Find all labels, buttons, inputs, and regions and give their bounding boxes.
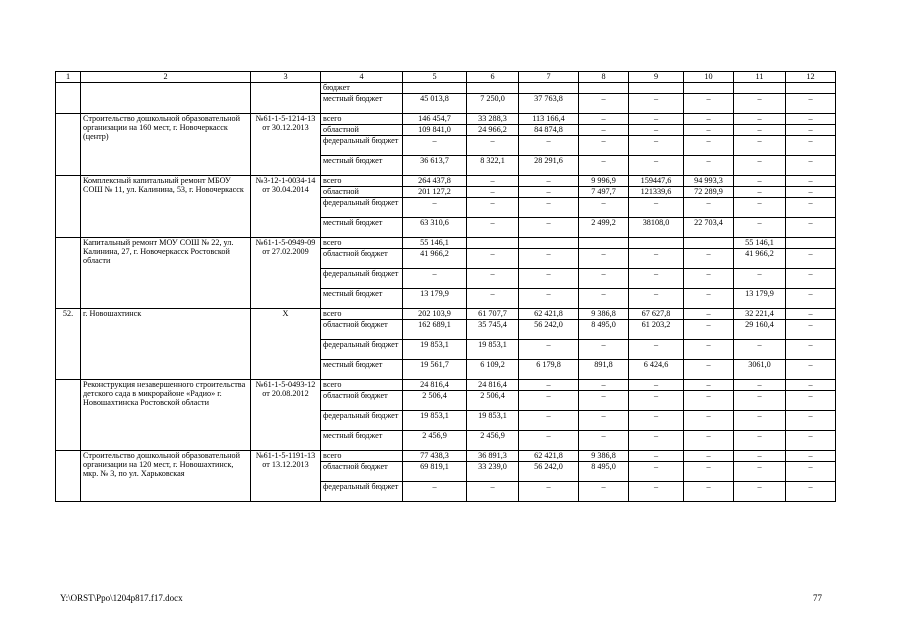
- value-cell: 202 103,9: [403, 309, 467, 320]
- value-cell: 7 497,7: [579, 187, 629, 198]
- funding-source: местный бюджет: [321, 94, 403, 114]
- value-cell: –: [467, 482, 519, 502]
- value-cell: 56 242,0: [519, 462, 579, 482]
- project-ref: Х: [251, 309, 321, 380]
- value-cell: –: [786, 125, 836, 136]
- row-number: [56, 451, 81, 502]
- value-cell: –: [786, 187, 836, 198]
- value-cell: –: [786, 411, 836, 431]
- value-cell: –: [403, 198, 467, 218]
- value-cell: –: [734, 269, 786, 289]
- value-cell: –: [519, 289, 579, 309]
- project-ref: №61-1-5-1214-13 от 30.12.2013: [251, 114, 321, 176]
- value-cell: 6 179,8: [519, 360, 579, 380]
- value-cell: –: [786, 320, 836, 340]
- value-cell: 13 179,9: [734, 289, 786, 309]
- value-cell: 72 289,9: [684, 187, 734, 198]
- funding-source: областной: [321, 125, 403, 136]
- value-cell: –: [579, 411, 629, 431]
- value-cell: –: [786, 249, 836, 269]
- project-ref: №61-1-5-1191-13 от 13.12.2013: [251, 451, 321, 502]
- value-cell: 41 966,2: [734, 249, 786, 269]
- header-cell: 12: [786, 72, 836, 83]
- value-cell: –: [734, 451, 786, 462]
- value-cell: 159447,6: [629, 176, 684, 187]
- value-cell: –: [684, 94, 734, 114]
- value-cell: –: [579, 136, 629, 156]
- value-cell: –: [403, 269, 467, 289]
- value-cell: [519, 83, 579, 94]
- value-cell: 8 322,1: [467, 156, 519, 176]
- value-cell: –: [684, 451, 734, 462]
- value-cell: –: [579, 114, 629, 125]
- file-path: Y:\ORST\Ppo\1204p817.f17.docx: [60, 593, 183, 603]
- value-cell: 9 386,8: [579, 309, 629, 320]
- value-cell: 41 966,2: [403, 249, 467, 269]
- value-cell: 61 203,2: [629, 320, 684, 340]
- object-name: г. Новошахтинск: [81, 309, 251, 380]
- value-cell: –: [786, 269, 836, 289]
- value-cell: –: [786, 380, 836, 391]
- value-cell: 24 816,4: [467, 380, 519, 391]
- funding-source: областной бюджет: [321, 462, 403, 482]
- value-cell: [786, 83, 836, 94]
- value-cell: 2 456,9: [403, 431, 467, 451]
- value-cell: 63 310,6: [403, 218, 467, 238]
- value-cell: –: [519, 269, 579, 289]
- value-cell: –: [467, 198, 519, 218]
- value-cell: 33 288,3: [467, 114, 519, 125]
- value-cell: –: [786, 309, 836, 320]
- value-cell: 2 499,2: [579, 218, 629, 238]
- value-cell: –: [734, 94, 786, 114]
- value-cell: 19 853,1: [467, 411, 519, 431]
- value-cell: [467, 83, 519, 94]
- value-cell: 24 966,2: [467, 125, 519, 136]
- value-cell: –: [734, 482, 786, 502]
- value-cell: –: [684, 411, 734, 431]
- value-cell: –: [579, 482, 629, 502]
- value-cell: 19 853,1: [403, 340, 467, 360]
- value-cell: 162 689,1: [403, 320, 467, 340]
- value-cell: [786, 238, 836, 249]
- object-name: Капитальный ремонт МОУ СОШ № 22, ул. Калинина, 27, г. Новочеркасск Ростовской области: [81, 238, 251, 309]
- funding-source: федеральный бюджет: [321, 411, 403, 431]
- object-name: Реконструкция незавершенного строительства детского сада в микрорайоне «Радио» г. Новошахтинска Ростовской области: [81, 380, 251, 451]
- value-cell: 121339,6: [629, 187, 684, 198]
- row-number: [56, 114, 81, 176]
- funding-source: областной: [321, 187, 403, 198]
- header-row: [56, 72, 836, 83]
- value-cell: –: [684, 462, 734, 482]
- value-cell: 61 707,7: [467, 309, 519, 320]
- value-cell: –: [684, 136, 734, 156]
- value-cell: 113 166,4: [519, 114, 579, 125]
- value-cell: –: [629, 482, 684, 502]
- value-cell: 264 437,8: [403, 176, 467, 187]
- table-row: [56, 83, 836, 94]
- value-cell: –: [579, 156, 629, 176]
- value-cell: [734, 83, 786, 94]
- header-cell: 5: [403, 72, 467, 83]
- value-cell: –: [684, 156, 734, 176]
- value-cell: [579, 83, 629, 94]
- object-name: Комплексный капитальный ремонт МБОУ СОШ № 11, ул. Калинина, 53, г. Новочеркасск: [81, 176, 251, 238]
- value-cell: –: [519, 218, 579, 238]
- value-cell: –: [467, 289, 519, 309]
- funding-source: местный бюджет: [321, 431, 403, 451]
- value-cell: –: [467, 269, 519, 289]
- value-cell: –: [734, 411, 786, 431]
- value-cell: 62 421,8: [519, 309, 579, 320]
- value-cell: 38108,0: [629, 218, 684, 238]
- value-cell: –: [684, 198, 734, 218]
- header-cell: 10: [684, 72, 734, 83]
- value-cell: –: [629, 431, 684, 451]
- value-cell: –: [519, 187, 579, 198]
- value-cell: 19 853,1: [467, 340, 519, 360]
- value-cell: –: [684, 114, 734, 125]
- value-cell: –: [684, 125, 734, 136]
- value-cell: –: [519, 198, 579, 218]
- value-cell: –: [786, 391, 836, 411]
- value-cell: 69 819,1: [403, 462, 467, 482]
- header-cell: 6: [467, 72, 519, 83]
- header-cell: 4: [321, 72, 403, 83]
- row-number: [56, 238, 81, 309]
- value-cell: [629, 83, 684, 94]
- value-cell: 56 242,0: [519, 320, 579, 340]
- value-cell: –: [786, 482, 836, 502]
- header-cell: 1: [56, 72, 81, 83]
- value-cell: –: [684, 360, 734, 380]
- value-cell: –: [734, 340, 786, 360]
- value-cell: 9 996,9: [579, 176, 629, 187]
- value-cell: –: [684, 249, 734, 269]
- value-cell: –: [786, 451, 836, 462]
- value-cell: –: [734, 380, 786, 391]
- value-cell: 2 506,4: [403, 391, 467, 411]
- value-cell: 7 250,0: [467, 94, 519, 114]
- value-cell: 29 160,4: [734, 320, 786, 340]
- value-cell: –: [579, 391, 629, 411]
- value-cell: 8 495,0: [579, 462, 629, 482]
- funding-source: федеральный бюджет: [321, 482, 403, 502]
- value-cell: 24 816,4: [403, 380, 467, 391]
- value-cell: –: [579, 431, 629, 451]
- row-number: [56, 83, 81, 114]
- value-cell: [467, 238, 519, 249]
- value-cell: 109 841,0: [403, 125, 467, 136]
- value-cell: 6 109,2: [467, 360, 519, 380]
- value-cell: –: [734, 156, 786, 176]
- funding-source: бюджет: [321, 83, 403, 94]
- value-cell: –: [684, 431, 734, 451]
- funding-source: областной бюджет: [321, 249, 403, 269]
- value-cell: –: [467, 187, 519, 198]
- value-cell: 2 506,4: [467, 391, 519, 411]
- value-cell: –: [579, 249, 629, 269]
- funding-source: местный бюджет: [321, 218, 403, 238]
- value-cell: –: [519, 249, 579, 269]
- row-number: [56, 176, 81, 238]
- value-cell: –: [786, 94, 836, 114]
- value-cell: [684, 238, 734, 249]
- value-cell: –: [629, 156, 684, 176]
- funding-source: федеральный бюджет: [321, 198, 403, 218]
- value-cell: –: [519, 482, 579, 502]
- value-cell: –: [579, 94, 629, 114]
- value-cell: –: [734, 431, 786, 451]
- value-cell: –: [734, 198, 786, 218]
- value-cell: –: [786, 431, 836, 451]
- funding-source: местный бюджет: [321, 360, 403, 380]
- value-cell: 19 561,7: [403, 360, 467, 380]
- project-ref: №61-1-5-0493-12 от 20.08.2012: [251, 380, 321, 451]
- value-cell: –: [684, 269, 734, 289]
- value-cell: –: [684, 309, 734, 320]
- value-cell: –: [786, 462, 836, 482]
- value-cell: [629, 238, 684, 249]
- value-cell: 3061,0: [734, 360, 786, 380]
- value-cell: –: [579, 198, 629, 218]
- row-number: [56, 380, 81, 451]
- page-number: 77: [813, 593, 822, 603]
- funding-source: областной бюджет: [321, 320, 403, 340]
- value-cell: [519, 238, 579, 249]
- value-cell: –: [467, 249, 519, 269]
- value-cell: –: [519, 176, 579, 187]
- funding-source: федеральный бюджет: [321, 340, 403, 360]
- value-cell: –: [519, 411, 579, 431]
- value-cell: –: [629, 411, 684, 431]
- value-cell: –: [579, 125, 629, 136]
- value-cell: –: [786, 198, 836, 218]
- value-cell: –: [629, 136, 684, 156]
- value-cell: 62 421,8: [519, 451, 579, 462]
- object-name: Строительство дошкольной образовательной организации на 160 мест, г. Новочеркасск (центр): [81, 114, 251, 176]
- value-cell: 84 874,8: [519, 125, 579, 136]
- value-cell: –: [629, 391, 684, 411]
- table-row: [56, 238, 836, 249]
- value-cell: –: [786, 340, 836, 360]
- value-cell: –: [684, 391, 734, 411]
- value-cell: –: [629, 249, 684, 269]
- value-cell: 32 221,4: [734, 309, 786, 320]
- table-row: [56, 176, 836, 187]
- value-cell: 6 424,6: [629, 360, 684, 380]
- value-cell: –: [786, 114, 836, 125]
- header-cell: 9: [629, 72, 684, 83]
- value-cell: [403, 83, 467, 94]
- value-cell: [684, 83, 734, 94]
- value-cell: 33 239,0: [467, 462, 519, 482]
- funding-source: всего: [321, 309, 403, 320]
- value-cell: –: [403, 482, 467, 502]
- value-cell: 36 613,7: [403, 156, 467, 176]
- value-cell: –: [629, 125, 684, 136]
- value-cell: 67 627,8: [629, 309, 684, 320]
- funding-source: федеральный бюджет: [321, 136, 403, 156]
- value-cell: –: [786, 176, 836, 187]
- value-cell: 55 146,1: [403, 238, 467, 249]
- value-cell: –: [629, 198, 684, 218]
- value-cell: 2 456,9: [467, 431, 519, 451]
- value-cell: –: [467, 218, 519, 238]
- value-cell: –: [684, 482, 734, 502]
- value-cell: [579, 238, 629, 249]
- value-cell: 77 438,3: [403, 451, 467, 462]
- budget-table: [55, 71, 836, 502]
- header-cell: 8: [579, 72, 629, 83]
- header-cell: 2: [81, 72, 251, 83]
- value-cell: –: [684, 320, 734, 340]
- value-cell: 9 386,8: [579, 451, 629, 462]
- value-cell: 19 853,1: [403, 411, 467, 431]
- value-cell: –: [629, 289, 684, 309]
- value-cell: –: [786, 136, 836, 156]
- value-cell: –: [684, 380, 734, 391]
- value-cell: 8 495,0: [579, 320, 629, 340]
- value-cell: 37 763,8: [519, 94, 579, 114]
- value-cell: 55 146,1: [734, 238, 786, 249]
- value-cell: –: [467, 176, 519, 187]
- project-ref: №3-12-1-0034-14 от 30.04.2014: [251, 176, 321, 238]
- value-cell: –: [629, 380, 684, 391]
- value-cell: –: [519, 431, 579, 451]
- value-cell: –: [403, 136, 467, 156]
- value-cell: –: [786, 156, 836, 176]
- value-cell: –: [629, 451, 684, 462]
- value-cell: –: [684, 289, 734, 309]
- project-ref: [251, 83, 321, 114]
- value-cell: –: [734, 462, 786, 482]
- value-cell: –: [629, 114, 684, 125]
- value-cell: –: [579, 269, 629, 289]
- value-cell: –: [629, 94, 684, 114]
- value-cell: –: [734, 176, 786, 187]
- value-cell: –: [734, 114, 786, 125]
- value-cell: –: [519, 340, 579, 360]
- funding-source: местный бюджет: [321, 156, 403, 176]
- value-cell: –: [629, 269, 684, 289]
- value-cell: –: [519, 136, 579, 156]
- value-cell: 201 127,2: [403, 187, 467, 198]
- table-row: [56, 380, 836, 391]
- header-cell: 11: [734, 72, 786, 83]
- value-cell: –: [786, 218, 836, 238]
- value-cell: –: [786, 360, 836, 380]
- funding-source: областной бюджет: [321, 391, 403, 411]
- header-cell: 7: [519, 72, 579, 83]
- value-cell: –: [519, 380, 579, 391]
- funding-source: всего: [321, 176, 403, 187]
- value-cell: 28 291,6: [519, 156, 579, 176]
- funding-source: всего: [321, 114, 403, 125]
- value-cell: 36 891,3: [467, 451, 519, 462]
- object-name: Строительство дошкольной образовательной организации на 120 мест, г. Новошахтинск, мкр. № 3, по ул. Харьковская: [81, 451, 251, 502]
- funding-source: всего: [321, 238, 403, 249]
- value-cell: –: [734, 136, 786, 156]
- project-ref: №61-1-5-0949-09 от 27.02.2009: [251, 238, 321, 309]
- funding-source: местный бюджет: [321, 289, 403, 309]
- object-name: [81, 83, 251, 114]
- value-cell: –: [684, 340, 734, 360]
- value-cell: –: [579, 380, 629, 391]
- value-cell: –: [734, 218, 786, 238]
- value-cell: –: [734, 391, 786, 411]
- value-cell: –: [579, 289, 629, 309]
- table-row: [56, 451, 836, 462]
- header-cell: 3: [251, 72, 321, 83]
- funding-source: федеральный бюджет: [321, 269, 403, 289]
- value-cell: –: [734, 187, 786, 198]
- value-cell: –: [734, 125, 786, 136]
- table-row: [56, 114, 836, 125]
- value-cell: –: [786, 289, 836, 309]
- value-cell: 891,8: [579, 360, 629, 380]
- value-cell: –: [629, 462, 684, 482]
- value-cell: 22 703,4: [684, 218, 734, 238]
- row-number: 52.: [56, 309, 81, 380]
- value-cell: 45 013,8: [403, 94, 467, 114]
- funding-source: всего: [321, 380, 403, 391]
- value-cell: 13 179,9: [403, 289, 467, 309]
- value-cell: 35 745,4: [467, 320, 519, 340]
- value-cell: 94 993,3: [684, 176, 734, 187]
- value-cell: –: [629, 340, 684, 360]
- funding-source: всего: [321, 451, 403, 462]
- value-cell: –: [579, 340, 629, 360]
- value-cell: –: [467, 136, 519, 156]
- value-cell: 146 454,7: [403, 114, 467, 125]
- value-cell: –: [519, 391, 579, 411]
- table-row: [56, 309, 836, 320]
